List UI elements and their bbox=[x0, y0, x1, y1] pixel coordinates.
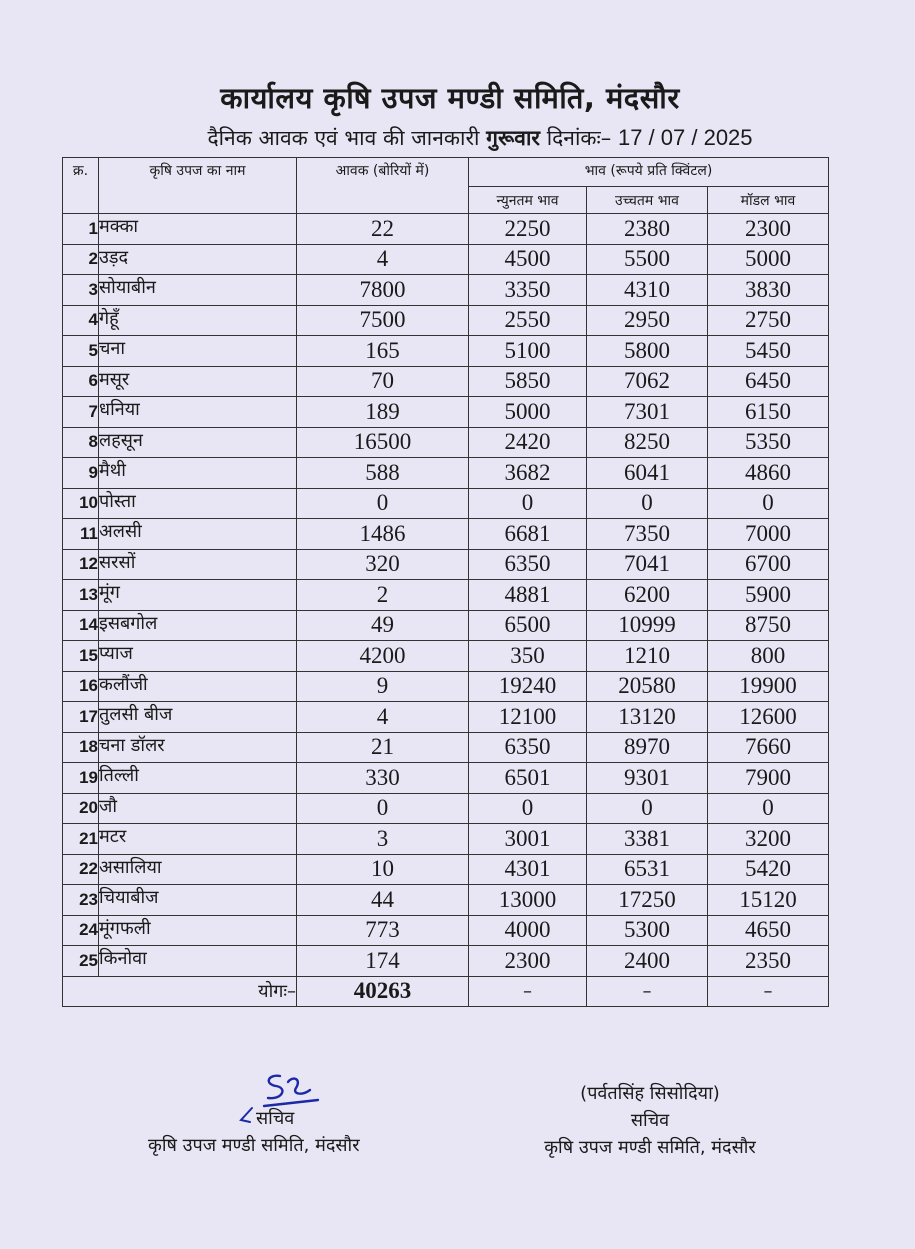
row-sn: 23 bbox=[63, 885, 99, 916]
market-rates-table bbox=[62, 157, 829, 1007]
row-min-rate: 5850 bbox=[469, 366, 587, 397]
row-min-rate: 350 bbox=[469, 641, 587, 672]
row-min-rate: 2420 bbox=[469, 427, 587, 458]
table-row bbox=[63, 519, 829, 550]
row-max-rate: 6200 bbox=[587, 580, 708, 611]
row-arrival: 4 bbox=[297, 244, 469, 275]
row-sn: 6 bbox=[63, 366, 99, 397]
table-row bbox=[63, 458, 829, 489]
row-min-rate: 6681 bbox=[469, 519, 587, 550]
row-crop-name: सोयाबीन bbox=[99, 275, 297, 306]
row-arrival: 7500 bbox=[297, 305, 469, 336]
total-max: – bbox=[587, 976, 708, 1007]
right-signatory-block bbox=[515, 1080, 785, 1161]
row-modal-rate: 2750 bbox=[708, 305, 829, 336]
left-signatory-title: सचिव bbox=[256, 1108, 295, 1129]
row-crop-name: प्याज bbox=[99, 641, 297, 672]
row-min-rate: 2300 bbox=[469, 946, 587, 977]
row-max-rate: 7041 bbox=[587, 549, 708, 580]
row-sn: 15 bbox=[63, 641, 99, 672]
row-max-rate: 8970 bbox=[587, 732, 708, 763]
table-row bbox=[63, 946, 829, 977]
row-crop-name: तिल्ली bbox=[99, 763, 297, 794]
header-modal-rate: मॉडल भाव bbox=[708, 187, 829, 214]
row-max-rate: 13120 bbox=[587, 702, 708, 733]
row-max-rate: 17250 bbox=[587, 885, 708, 916]
row-crop-name: इसबगोल bbox=[99, 610, 297, 641]
table-row bbox=[63, 641, 829, 672]
row-min-rate: 4301 bbox=[469, 854, 587, 885]
row-arrival: 0 bbox=[297, 793, 469, 824]
row-modal-rate: 4860 bbox=[708, 458, 829, 489]
row-arrival: 588 bbox=[297, 458, 469, 489]
row-min-rate: 5100 bbox=[469, 336, 587, 367]
row-crop-name: मक्का bbox=[99, 214, 297, 245]
table-row bbox=[63, 610, 829, 641]
row-arrival: 2 bbox=[297, 580, 469, 611]
header-crop-name: कृषि उपज का नाम bbox=[99, 158, 297, 214]
row-crop-name: मूंगफली bbox=[99, 915, 297, 946]
row-min-rate: 4000 bbox=[469, 915, 587, 946]
row-sn: 18 bbox=[63, 732, 99, 763]
row-min-rate: 6501 bbox=[469, 763, 587, 794]
row-sn: 25 bbox=[63, 946, 99, 977]
row-arrival: 7800 bbox=[297, 275, 469, 306]
row-arrival: 22 bbox=[297, 214, 469, 245]
row-min-rate: 12100 bbox=[469, 702, 587, 733]
row-sn: 19 bbox=[63, 763, 99, 794]
row-sn: 1 bbox=[63, 214, 99, 245]
row-arrival: 4200 bbox=[297, 641, 469, 672]
row-crop-name: गेहूँ bbox=[99, 305, 297, 336]
row-arrival: 1486 bbox=[297, 519, 469, 550]
row-arrival: 330 bbox=[297, 763, 469, 794]
total-min: – bbox=[469, 976, 587, 1007]
table-row bbox=[63, 580, 829, 611]
table-row bbox=[63, 885, 829, 916]
row-min-rate: 0 bbox=[469, 793, 587, 824]
row-min-rate: 13000 bbox=[469, 885, 587, 916]
row-modal-rate: 15120 bbox=[708, 885, 829, 916]
table-row bbox=[63, 244, 829, 275]
row-crop-name: जौ bbox=[99, 793, 297, 824]
right-signatory-name: (पर्वतसिंह सिसोदिया) bbox=[580, 1083, 720, 1104]
row-crop-name: मूंग bbox=[99, 580, 297, 611]
row-sn: 5 bbox=[63, 336, 99, 367]
row-modal-rate: 6450 bbox=[708, 366, 829, 397]
row-arrival: 21 bbox=[297, 732, 469, 763]
row-modal-rate: 2300 bbox=[708, 214, 829, 245]
row-min-rate: 6350 bbox=[469, 549, 587, 580]
row-arrival: 10 bbox=[297, 854, 469, 885]
row-modal-rate: 8750 bbox=[708, 610, 829, 641]
row-crop-name: चना डॉलर bbox=[99, 732, 297, 763]
row-min-rate: 2550 bbox=[469, 305, 587, 336]
row-arrival: 165 bbox=[297, 336, 469, 367]
row-crop-name: कलौंजी bbox=[99, 671, 297, 702]
row-crop-name: मैथी bbox=[99, 458, 297, 489]
row-max-rate: 2380 bbox=[587, 214, 708, 245]
report-date: 17 / 07 / 2025 bbox=[617, 125, 753, 150]
row-arrival: 320 bbox=[297, 549, 469, 580]
table-row bbox=[63, 366, 829, 397]
row-modal-rate: 3830 bbox=[708, 275, 829, 306]
row-min-rate: 19240 bbox=[469, 671, 587, 702]
row-sn: 20 bbox=[63, 793, 99, 824]
report-subtitle bbox=[100, 124, 860, 152]
total-row bbox=[63, 976, 829, 1007]
row-crop-name: उड़द bbox=[99, 244, 297, 275]
row-modal-rate: 19900 bbox=[708, 671, 829, 702]
row-max-rate: 8250 bbox=[587, 427, 708, 458]
table-body bbox=[63, 214, 829, 977]
total-modal: – bbox=[708, 976, 829, 1007]
table-row bbox=[63, 915, 829, 946]
row-min-rate: 0 bbox=[469, 488, 587, 519]
row-arrival: 70 bbox=[297, 366, 469, 397]
row-arrival: 16500 bbox=[297, 427, 469, 458]
table-row bbox=[63, 824, 829, 855]
row-sn: 8 bbox=[63, 427, 99, 458]
row-arrival: 9 bbox=[297, 671, 469, 702]
row-crop-name: अलसी bbox=[99, 519, 297, 550]
table-row bbox=[63, 671, 829, 702]
row-crop-name: मसूर bbox=[99, 366, 297, 397]
total-label: योगः– bbox=[63, 976, 297, 1007]
row-max-rate: 5300 bbox=[587, 915, 708, 946]
row-crop-name: तुलसी बीज bbox=[99, 702, 297, 733]
row-crop-name: सरसों bbox=[99, 549, 297, 580]
signature-tick-mark bbox=[238, 1106, 256, 1126]
table-row bbox=[63, 397, 829, 428]
row-modal-rate: 6150 bbox=[708, 397, 829, 428]
table-row bbox=[63, 305, 829, 336]
table-row bbox=[63, 336, 829, 367]
row-min-rate: 3350 bbox=[469, 275, 587, 306]
row-max-rate: 6041 bbox=[587, 458, 708, 489]
row-arrival: 49 bbox=[297, 610, 469, 641]
row-modal-rate: 0 bbox=[708, 793, 829, 824]
table-row bbox=[63, 793, 829, 824]
date-label: दिनांकः– bbox=[546, 126, 612, 150]
row-sn: 2 bbox=[63, 244, 99, 275]
subtitle-prefix: दैनिक आवक एवं भाव की जानकारी bbox=[207, 126, 480, 150]
row-crop-name: लहसून bbox=[99, 427, 297, 458]
row-max-rate: 2950 bbox=[587, 305, 708, 336]
row-min-rate: 6350 bbox=[469, 732, 587, 763]
row-min-rate: 3001 bbox=[469, 824, 587, 855]
row-max-rate: 6531 bbox=[587, 854, 708, 885]
row-sn: 11 bbox=[63, 519, 99, 550]
row-arrival: 773 bbox=[297, 915, 469, 946]
row-crop-name: धनिया bbox=[99, 397, 297, 428]
row-sn: 21 bbox=[63, 824, 99, 855]
row-min-rate: 3682 bbox=[469, 458, 587, 489]
row-max-rate: 9301 bbox=[587, 763, 708, 794]
row-arrival: 3 bbox=[297, 824, 469, 855]
row-sn: 10 bbox=[63, 488, 99, 519]
row-max-rate: 7350 bbox=[587, 519, 708, 550]
row-arrival: 174 bbox=[297, 946, 469, 977]
row-modal-rate: 5450 bbox=[708, 336, 829, 367]
row-modal-rate: 3200 bbox=[708, 824, 829, 855]
row-max-rate: 7062 bbox=[587, 366, 708, 397]
row-sn: 14 bbox=[63, 610, 99, 641]
row-modal-rate: 7000 bbox=[708, 519, 829, 550]
row-arrival: 189 bbox=[297, 397, 469, 428]
row-max-rate: 10999 bbox=[587, 610, 708, 641]
table-row bbox=[63, 702, 829, 733]
row-modal-rate: 5420 bbox=[708, 854, 829, 885]
row-crop-name: असालिया bbox=[99, 854, 297, 885]
row-sn: 3 bbox=[63, 275, 99, 306]
table-row bbox=[63, 732, 829, 763]
row-max-rate: 4310 bbox=[587, 275, 708, 306]
row-sn: 7 bbox=[63, 397, 99, 428]
table-row bbox=[63, 275, 829, 306]
row-sn: 24 bbox=[63, 915, 99, 946]
row-sn: 16 bbox=[63, 671, 99, 702]
right-signatory-org: कृषि उपज मण्डी समिति, मंदसौर bbox=[544, 1137, 756, 1158]
row-max-rate: 3381 bbox=[587, 824, 708, 855]
row-max-rate: 20580 bbox=[587, 671, 708, 702]
row-modal-rate: 7660 bbox=[708, 732, 829, 763]
header-arrival: आवक (बोरियों में) bbox=[297, 158, 469, 214]
row-min-rate: 2250 bbox=[469, 214, 587, 245]
row-sn: 9 bbox=[63, 458, 99, 489]
row-max-rate: 5800 bbox=[587, 336, 708, 367]
header-max-rate: उच्चतम भाव bbox=[587, 187, 708, 214]
row-modal-rate: 5900 bbox=[708, 580, 829, 611]
row-sn: 12 bbox=[63, 549, 99, 580]
row-crop-name: चियाबीज bbox=[99, 885, 297, 916]
row-max-rate: 0 bbox=[587, 488, 708, 519]
report-day: गुरूवार bbox=[486, 126, 541, 150]
right-signatory-title: सचिव bbox=[630, 1110, 670, 1131]
row-sn: 22 bbox=[63, 854, 99, 885]
row-max-rate: 7301 bbox=[587, 397, 708, 428]
left-signatory-org: कृषि उपज मण्डी समिति, मंदसौर bbox=[148, 1135, 360, 1156]
table-row bbox=[63, 854, 829, 885]
row-modal-rate: 5000 bbox=[708, 244, 829, 275]
table-row bbox=[63, 214, 829, 245]
row-min-rate: 4500 bbox=[469, 244, 587, 275]
row-modal-rate: 12600 bbox=[708, 702, 829, 733]
table-row bbox=[63, 488, 829, 519]
row-sn: 4 bbox=[63, 305, 99, 336]
row-min-rate: 6500 bbox=[469, 610, 587, 641]
row-modal-rate: 2350 bbox=[708, 946, 829, 977]
office-title: कार्यालय कृषि उपज मण्डी समिति, मंदसौर bbox=[220, 81, 680, 115]
row-sn: 13 bbox=[63, 580, 99, 611]
table-row bbox=[63, 427, 829, 458]
table-row bbox=[63, 549, 829, 580]
row-modal-rate: 6700 bbox=[708, 549, 829, 580]
row-min-rate: 5000 bbox=[469, 397, 587, 428]
row-arrival: 0 bbox=[297, 488, 469, 519]
header-rate: भाव (रूपये प्रति क्विंटल) bbox=[469, 158, 829, 187]
row-crop-name: मटर bbox=[99, 824, 297, 855]
row-modal-rate: 7900 bbox=[708, 763, 829, 794]
row-arrival: 4 bbox=[297, 702, 469, 733]
row-modal-rate: 0 bbox=[708, 488, 829, 519]
row-max-rate: 0 bbox=[587, 793, 708, 824]
total-arrival: 40263 bbox=[297, 976, 469, 1007]
row-crop-name: किनोवा bbox=[99, 946, 297, 977]
row-min-rate: 4881 bbox=[469, 580, 587, 611]
header-sn: क्र. bbox=[63, 158, 99, 214]
row-crop-name: चना bbox=[99, 336, 297, 367]
table-row bbox=[63, 763, 829, 794]
row-arrival: 44 bbox=[297, 885, 469, 916]
header-min-rate: न्युनतम भाव bbox=[469, 187, 587, 214]
row-modal-rate: 800 bbox=[708, 641, 829, 672]
row-modal-rate: 4650 bbox=[708, 915, 829, 946]
row-modal-rate: 5350 bbox=[708, 427, 829, 458]
row-max-rate: 5500 bbox=[587, 244, 708, 275]
row-sn: 17 bbox=[63, 702, 99, 733]
row-crop-name: पोस्ता bbox=[99, 488, 297, 519]
row-max-rate: 2400 bbox=[587, 946, 708, 977]
row-max-rate: 1210 bbox=[587, 641, 708, 672]
